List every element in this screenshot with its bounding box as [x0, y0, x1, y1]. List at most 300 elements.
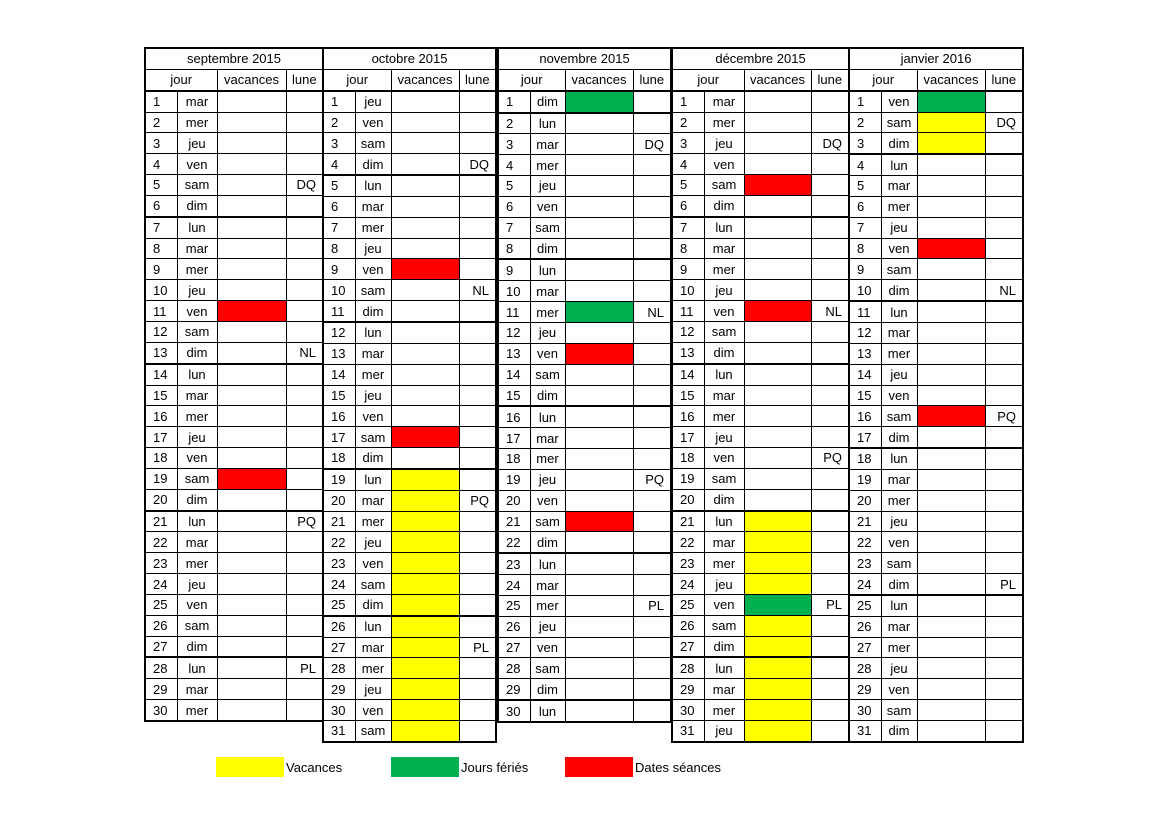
day-number: 4 — [849, 154, 881, 175]
day-row — [145, 217, 323, 238]
day-name: mar — [177, 238, 217, 259]
moon-phase — [985, 176, 1023, 197]
vacances-cell — [744, 679, 811, 700]
vacances-cell — [391, 91, 459, 112]
day-number: 12 — [323, 322, 355, 343]
day-number: 18 — [672, 448, 704, 469]
day-number: 3 — [672, 133, 704, 154]
moon-phase: NL — [811, 301, 849, 322]
day-number: 14 — [849, 364, 881, 385]
moon-phase — [286, 468, 323, 489]
vacances-cell — [917, 469, 985, 490]
day-number: 5 — [323, 175, 355, 196]
day-row — [849, 406, 1023, 427]
day-name: mer — [355, 658, 391, 679]
day-name: sam — [355, 280, 391, 301]
day-number: 13 — [672, 342, 704, 363]
day-row — [849, 364, 1023, 385]
month-grid — [497, 47, 672, 723]
month-title: janvier 2016 — [849, 48, 1023, 69]
legend-swatch-vacances — [216, 757, 284, 777]
moon-phase — [286, 301, 323, 322]
day-number: 22 — [849, 532, 881, 553]
day-number: 25 — [672, 594, 704, 615]
day-row — [849, 574, 1023, 595]
day-row — [849, 322, 1023, 343]
day-number: 23 — [145, 553, 177, 574]
moon-phase — [459, 112, 496, 133]
day-row — [145, 91, 323, 112]
day-name: ven — [355, 553, 391, 574]
day-row — [849, 637, 1023, 658]
vacances-cell — [391, 658, 459, 679]
day-row — [145, 679, 323, 700]
vacances-cell — [391, 490, 459, 511]
day-name: ven — [177, 301, 217, 322]
vacances-cell — [917, 658, 985, 679]
vacances-cell — [744, 636, 811, 657]
moon-phase — [459, 238, 496, 259]
day-number: 25 — [145, 594, 177, 615]
day-number: 18 — [498, 449, 530, 470]
day-name: lun — [177, 364, 217, 385]
day-number: 30 — [145, 700, 177, 721]
moon-phase — [633, 511, 671, 532]
day-name: ven — [704, 154, 744, 175]
day-name: ven — [177, 594, 217, 615]
day-number: 9 — [498, 259, 530, 280]
vacances-cell — [917, 217, 985, 238]
day-name: ven — [881, 679, 917, 700]
day-name: sam — [881, 700, 917, 721]
moon-phase — [985, 427, 1023, 448]
vacances-cell — [744, 154, 811, 175]
moon-phase — [811, 112, 849, 133]
vacances-cell — [917, 91, 985, 112]
day-number: 28 — [672, 657, 704, 678]
vacances-cell — [391, 385, 459, 406]
day-name: lun — [177, 657, 217, 678]
vacances-cell — [217, 195, 286, 216]
moon-phase — [459, 364, 496, 385]
day-name: ven — [704, 448, 744, 469]
vacances-cell — [391, 343, 459, 364]
vacances-cell — [744, 468, 811, 489]
day-number: 12 — [849, 322, 881, 343]
day-row — [849, 91, 1023, 112]
day-row — [849, 679, 1023, 700]
vacances-cell — [917, 490, 985, 511]
vacances-cell — [744, 112, 811, 133]
vacances-cell — [391, 594, 459, 615]
vacances-cell — [565, 553, 633, 574]
month-grid — [144, 47, 324, 722]
day-number: 30 — [323, 700, 355, 721]
vacances-cell — [565, 134, 633, 155]
day-row — [498, 511, 671, 532]
day-row — [672, 364, 849, 385]
vacances-cell — [917, 280, 985, 301]
day-name: mer — [530, 302, 565, 323]
moon-phase — [633, 406, 671, 427]
vacances-cell — [744, 175, 811, 196]
moon-phase: PL — [985, 574, 1023, 595]
day-row — [145, 574, 323, 595]
day-row — [498, 364, 671, 385]
vacances-cell — [217, 238, 286, 259]
day-number: 19 — [323, 469, 355, 490]
day-row — [145, 448, 323, 469]
moon-phase — [459, 217, 496, 238]
moon-phase: PQ — [286, 511, 323, 532]
vacances-cell — [217, 700, 286, 721]
day-name: jeu — [355, 238, 391, 259]
vacances-cell — [217, 468, 286, 489]
moon-phase — [286, 154, 323, 175]
vacances-cell — [217, 321, 286, 342]
moon-phase — [286, 321, 323, 342]
day-number: 2 — [323, 112, 355, 133]
moon-phase — [985, 658, 1023, 679]
day-row — [498, 449, 671, 470]
day-name: dim — [881, 280, 917, 301]
vacances-cell — [565, 532, 633, 553]
moon-phase — [985, 133, 1023, 154]
moon-phase: DQ — [985, 112, 1023, 133]
moon-phase — [811, 195, 849, 216]
day-number: 23 — [498, 553, 530, 574]
vacances-cell — [917, 259, 985, 280]
day-number: 28 — [323, 658, 355, 679]
day-number: 16 — [849, 406, 881, 427]
day-row — [498, 322, 671, 343]
vacances-cell — [217, 217, 286, 238]
moon-phase — [985, 469, 1023, 490]
vacances-cell — [217, 532, 286, 553]
vacances-cell — [917, 553, 985, 574]
day-name: dim — [881, 574, 917, 595]
day-row — [498, 155, 671, 176]
day-name: jeu — [355, 385, 391, 406]
day-name: ven — [355, 700, 391, 721]
moon-phase — [811, 342, 849, 363]
day-name: sam — [177, 321, 217, 342]
day-row — [672, 406, 849, 427]
day-number: 6 — [498, 196, 530, 217]
vacances-cell — [217, 342, 286, 363]
day-number: 2 — [672, 112, 704, 133]
vacances-cell — [744, 406, 811, 427]
day-row — [672, 553, 849, 574]
day-name: lun — [177, 217, 217, 238]
header-jour: jour — [672, 69, 744, 90]
day-number: 9 — [145, 259, 177, 280]
day-number: 23 — [672, 553, 704, 574]
day-row — [323, 616, 496, 637]
day-number: 28 — [145, 657, 177, 678]
day-row — [849, 196, 1023, 217]
vacances-cell — [391, 259, 459, 280]
header-vacances: vacances — [565, 69, 633, 90]
day-name: ven — [177, 448, 217, 469]
day-name: dim — [881, 427, 917, 448]
moon-phase: DQ — [286, 175, 323, 196]
day-name: jeu — [355, 679, 391, 700]
day-row — [145, 342, 323, 363]
day-row — [498, 595, 671, 616]
vacances-cell — [565, 259, 633, 280]
day-row — [323, 91, 496, 112]
moon-phase — [286, 133, 323, 154]
day-number: 21 — [145, 511, 177, 532]
day-name: mer — [530, 595, 565, 616]
day-number: 23 — [323, 553, 355, 574]
moon-phase — [286, 259, 323, 280]
vacances-cell — [217, 364, 286, 385]
day-name: mar — [177, 91, 217, 112]
vacances-cell — [391, 196, 459, 217]
day-name: mer — [704, 553, 744, 574]
moon-phase — [459, 658, 496, 679]
day-row — [145, 468, 323, 489]
day-row — [323, 154, 496, 175]
moon-phase — [633, 238, 671, 259]
day-number: 29 — [323, 679, 355, 700]
day-number: 3 — [323, 133, 355, 154]
day-row — [498, 113, 671, 134]
vacances-cell — [217, 657, 286, 678]
day-number: 6 — [672, 195, 704, 216]
day-row — [672, 448, 849, 469]
day-name: jeu — [704, 721, 744, 742]
moon-phase — [985, 616, 1023, 637]
day-number: 12 — [498, 322, 530, 343]
day-name: mar — [704, 679, 744, 700]
day-name: mar — [530, 134, 565, 155]
day-name: lun — [355, 616, 391, 637]
day-row — [145, 133, 323, 154]
moon-phase — [811, 553, 849, 574]
vacances-cell — [917, 343, 985, 364]
vacances-cell — [565, 658, 633, 679]
vacances-cell — [744, 342, 811, 363]
header-jour: jour — [849, 69, 917, 90]
moon-phase: PL — [286, 657, 323, 678]
day-name: sam — [177, 175, 217, 196]
vacances-cell — [744, 238, 811, 259]
moon-phase — [633, 217, 671, 238]
day-name: mar — [177, 385, 217, 406]
day-name: lun — [881, 595, 917, 616]
day-name: mer — [881, 196, 917, 217]
day-name: lun — [355, 322, 391, 343]
day-number: 4 — [323, 154, 355, 175]
day-row — [498, 637, 671, 658]
day-number: 1 — [672, 91, 704, 112]
vacances-cell — [565, 91, 633, 113]
day-number: 2 — [849, 112, 881, 133]
moon-phase: PQ — [811, 448, 849, 469]
day-number: 31 — [672, 721, 704, 742]
day-name: jeu — [881, 217, 917, 238]
day-name: dim — [355, 154, 391, 175]
moon-phase — [985, 196, 1023, 217]
moon-phase — [811, 175, 849, 196]
day-name: mer — [704, 259, 744, 280]
moon-phase — [286, 615, 323, 636]
day-number: 27 — [498, 637, 530, 658]
header-vacances: vacances — [217, 69, 286, 90]
day-number: 15 — [849, 385, 881, 406]
day-name: dim — [177, 342, 217, 363]
day-number: 14 — [498, 364, 530, 385]
day-row — [323, 679, 496, 700]
moon-phase — [811, 91, 849, 112]
day-name: dim — [704, 342, 744, 363]
moon-phase — [985, 490, 1023, 511]
day-row — [849, 301, 1023, 322]
day-number: 30 — [672, 700, 704, 721]
day-row — [849, 700, 1023, 721]
day-number: 29 — [145, 679, 177, 700]
day-name: sam — [355, 721, 391, 742]
month-table-october — [322, 47, 497, 743]
day-name: sam — [704, 321, 744, 342]
day-row — [323, 700, 496, 721]
day-row — [145, 406, 323, 427]
day-name: mer — [355, 364, 391, 385]
vacances-cell — [217, 615, 286, 636]
moon-phase — [286, 385, 323, 406]
day-name: jeu — [530, 469, 565, 490]
day-number: 24 — [672, 574, 704, 595]
day-number: 27 — [323, 637, 355, 658]
day-row — [145, 259, 323, 280]
day-row — [498, 385, 671, 406]
vacances-cell — [391, 364, 459, 385]
day-number: 17 — [145, 427, 177, 448]
day-name: mar — [704, 238, 744, 259]
day-name: mer — [881, 490, 917, 511]
day-number: 15 — [498, 385, 530, 406]
vacances-cell — [917, 154, 985, 175]
vacances-cell — [565, 343, 633, 364]
day-row — [145, 301, 323, 322]
day-number: 26 — [323, 616, 355, 637]
day-number: 5 — [498, 176, 530, 197]
day-row — [849, 112, 1023, 133]
day-name: sam — [881, 112, 917, 133]
day-number: 19 — [849, 469, 881, 490]
day-row — [498, 532, 671, 553]
vacances-cell — [744, 721, 811, 742]
day-name: mer — [704, 700, 744, 721]
day-row — [145, 385, 323, 406]
moon-phase — [286, 679, 323, 700]
day-number: 22 — [323, 532, 355, 553]
vacances-cell — [744, 364, 811, 385]
day-number: 18 — [145, 448, 177, 469]
day-number: 20 — [323, 490, 355, 511]
moon-phase — [811, 468, 849, 489]
moon-phase: NL — [459, 280, 496, 301]
day-name: dim — [704, 636, 744, 657]
day-row — [145, 657, 323, 678]
day-row — [849, 385, 1023, 406]
day-name: mer — [177, 112, 217, 133]
vacances-cell — [565, 385, 633, 406]
header-vacances: vacances — [391, 69, 459, 90]
vacances-cell — [565, 490, 633, 511]
day-number: 8 — [672, 238, 704, 259]
vacances-cell — [217, 489, 286, 510]
day-name: ven — [881, 385, 917, 406]
moon-phase — [985, 385, 1023, 406]
moon-phase — [459, 700, 496, 721]
day-name: dim — [530, 91, 565, 113]
day-name: dim — [881, 133, 917, 154]
vacances-cell — [391, 217, 459, 238]
day-number: 29 — [672, 679, 704, 700]
day-row — [849, 427, 1023, 448]
day-row — [672, 700, 849, 721]
day-number: 26 — [498, 616, 530, 637]
day-number: 1 — [145, 91, 177, 112]
day-number: 28 — [849, 658, 881, 679]
moon-phase — [985, 511, 1023, 532]
day-name: lun — [530, 259, 565, 280]
moon-phase — [286, 532, 323, 553]
moon-phase — [286, 91, 323, 112]
vacances-cell — [917, 595, 985, 616]
day-number: 24 — [498, 575, 530, 596]
day-number: 28 — [498, 658, 530, 679]
day-number: 6 — [145, 195, 177, 216]
day-row — [145, 364, 323, 385]
moon-phase — [633, 155, 671, 176]
month-table-december — [671, 47, 850, 743]
moon-phase — [811, 615, 849, 636]
day-number: 14 — [323, 364, 355, 385]
vacances-cell — [565, 511, 633, 532]
day-number: 6 — [849, 196, 881, 217]
vacances-cell — [744, 511, 811, 532]
day-row — [498, 281, 671, 302]
day-name: jeu — [530, 616, 565, 637]
vacances-cell — [565, 302, 633, 323]
day-row — [498, 238, 671, 259]
day-row — [672, 195, 849, 216]
day-name: mer — [530, 155, 565, 176]
day-name: mer — [177, 259, 217, 280]
day-number: 7 — [672, 217, 704, 238]
day-row — [849, 448, 1023, 469]
day-row — [323, 175, 496, 196]
moon-phase — [459, 679, 496, 700]
day-row — [323, 217, 496, 238]
day-number: 8 — [849, 238, 881, 259]
day-number: 3 — [498, 134, 530, 155]
moon-phase — [633, 281, 671, 302]
day-number: 18 — [323, 448, 355, 469]
vacances-cell — [744, 489, 811, 510]
day-number: 24 — [145, 574, 177, 595]
moon-phase — [459, 259, 496, 280]
moon-phase — [985, 532, 1023, 553]
moon-phase — [459, 616, 496, 637]
day-name: dim — [704, 195, 744, 216]
day-row — [323, 511, 496, 532]
